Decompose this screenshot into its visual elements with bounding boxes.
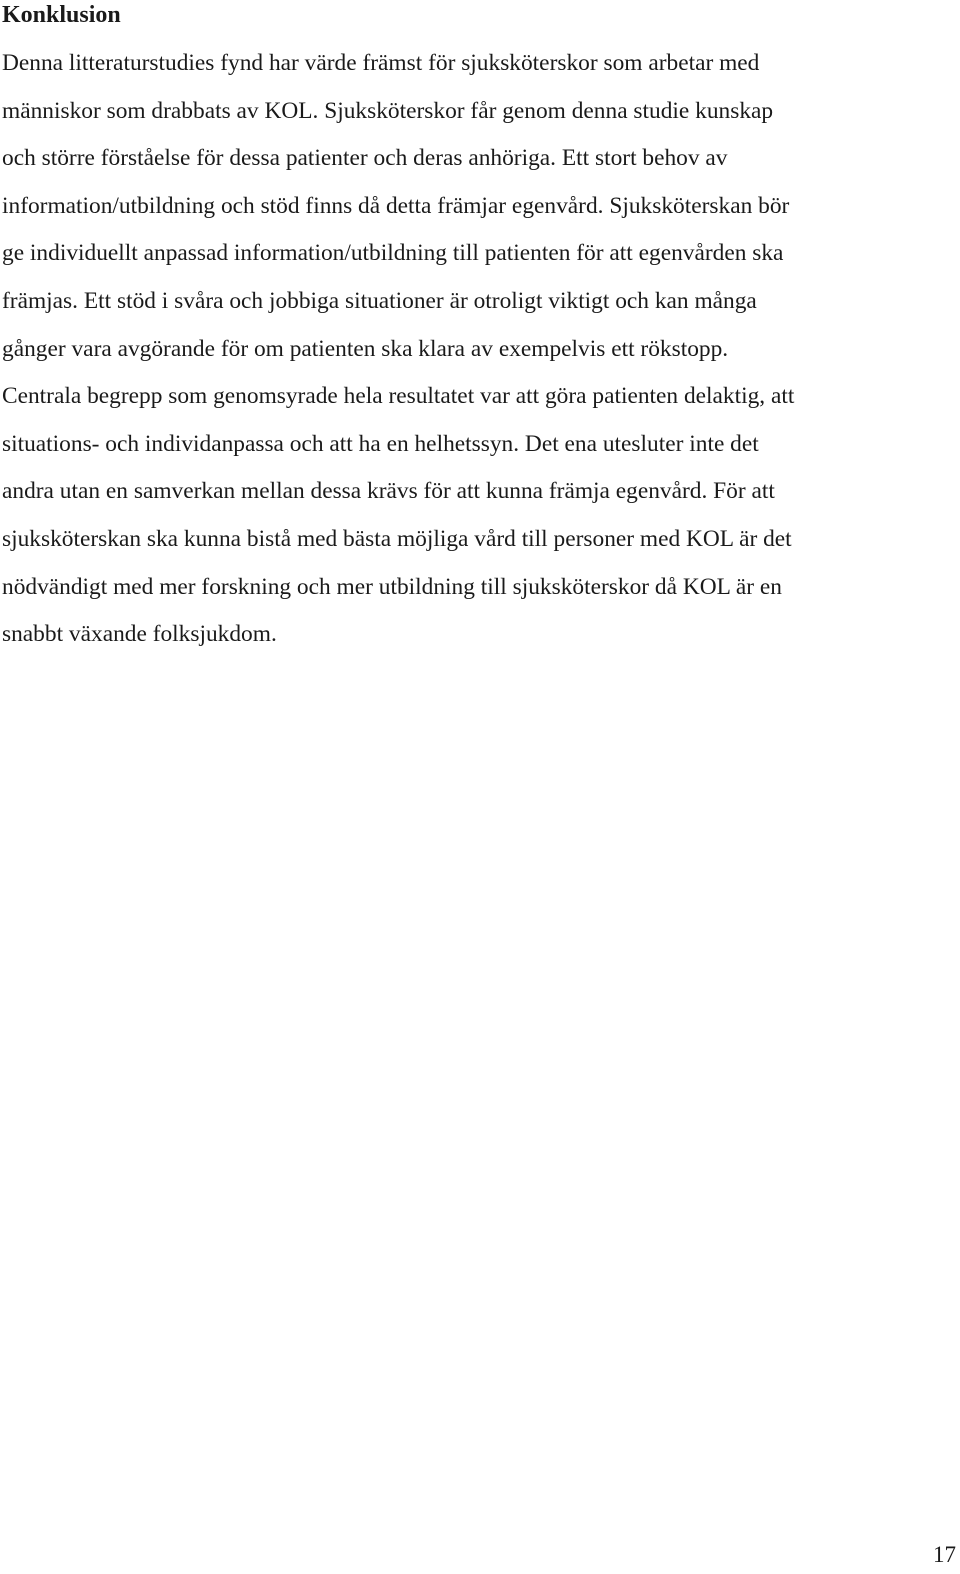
page-number: 17 (933, 1542, 956, 1567)
text-line: nödvändigt med mer forskning och mer utbildning till sjuksköterskor då KOL är en (2, 573, 782, 600)
section-heading: Konklusion (2, 2, 121, 28)
text-line: främjas. Ett stöd i svåra och jobbiga situationer är otroligt viktigt och kan många (2, 287, 757, 314)
text-line: situations- och individanpassa och att ha en helhetssyn. Det ena utesluter inte det (2, 430, 759, 457)
text-line: sjuksköterskan ska kunna bistå med bästa möjliga vård till personer med KOL är det (2, 525, 792, 552)
text-line: och större förståelse för dessa patienter och deras anhöriga. Ett stort behov av (2, 145, 728, 172)
text-line: information/utbildning och stöd finns då detta främjar egenvård. Sjuksköterskan bör (2, 192, 790, 219)
text-line: snabbt växande folksjukdom. (2, 621, 277, 648)
text-line: ge individuellt anpassad information/utbildning till patienten för att egenvården ska (2, 240, 784, 267)
text-line: gånger vara avgörande för om patienten ska klara av exempelvis ett rökstopp. (2, 335, 729, 362)
text-line: Denna litteraturstudies fynd har värde främst för sjuksköterskor som arbetar med (2, 50, 760, 76)
text-line: andra utan en samverkan mellan dessa krävs för att kunna främja egenvård. För att (2, 478, 775, 505)
body-paragraph (2, 40, 947, 659)
text-line: människor som drabbats av KOL. Sjuksköterskor får genom denna studie kunskap (2, 97, 774, 124)
text-line: Centrala begrepp som genomsyrade hela resultatet var att göra patienten delaktig, att (2, 383, 795, 410)
